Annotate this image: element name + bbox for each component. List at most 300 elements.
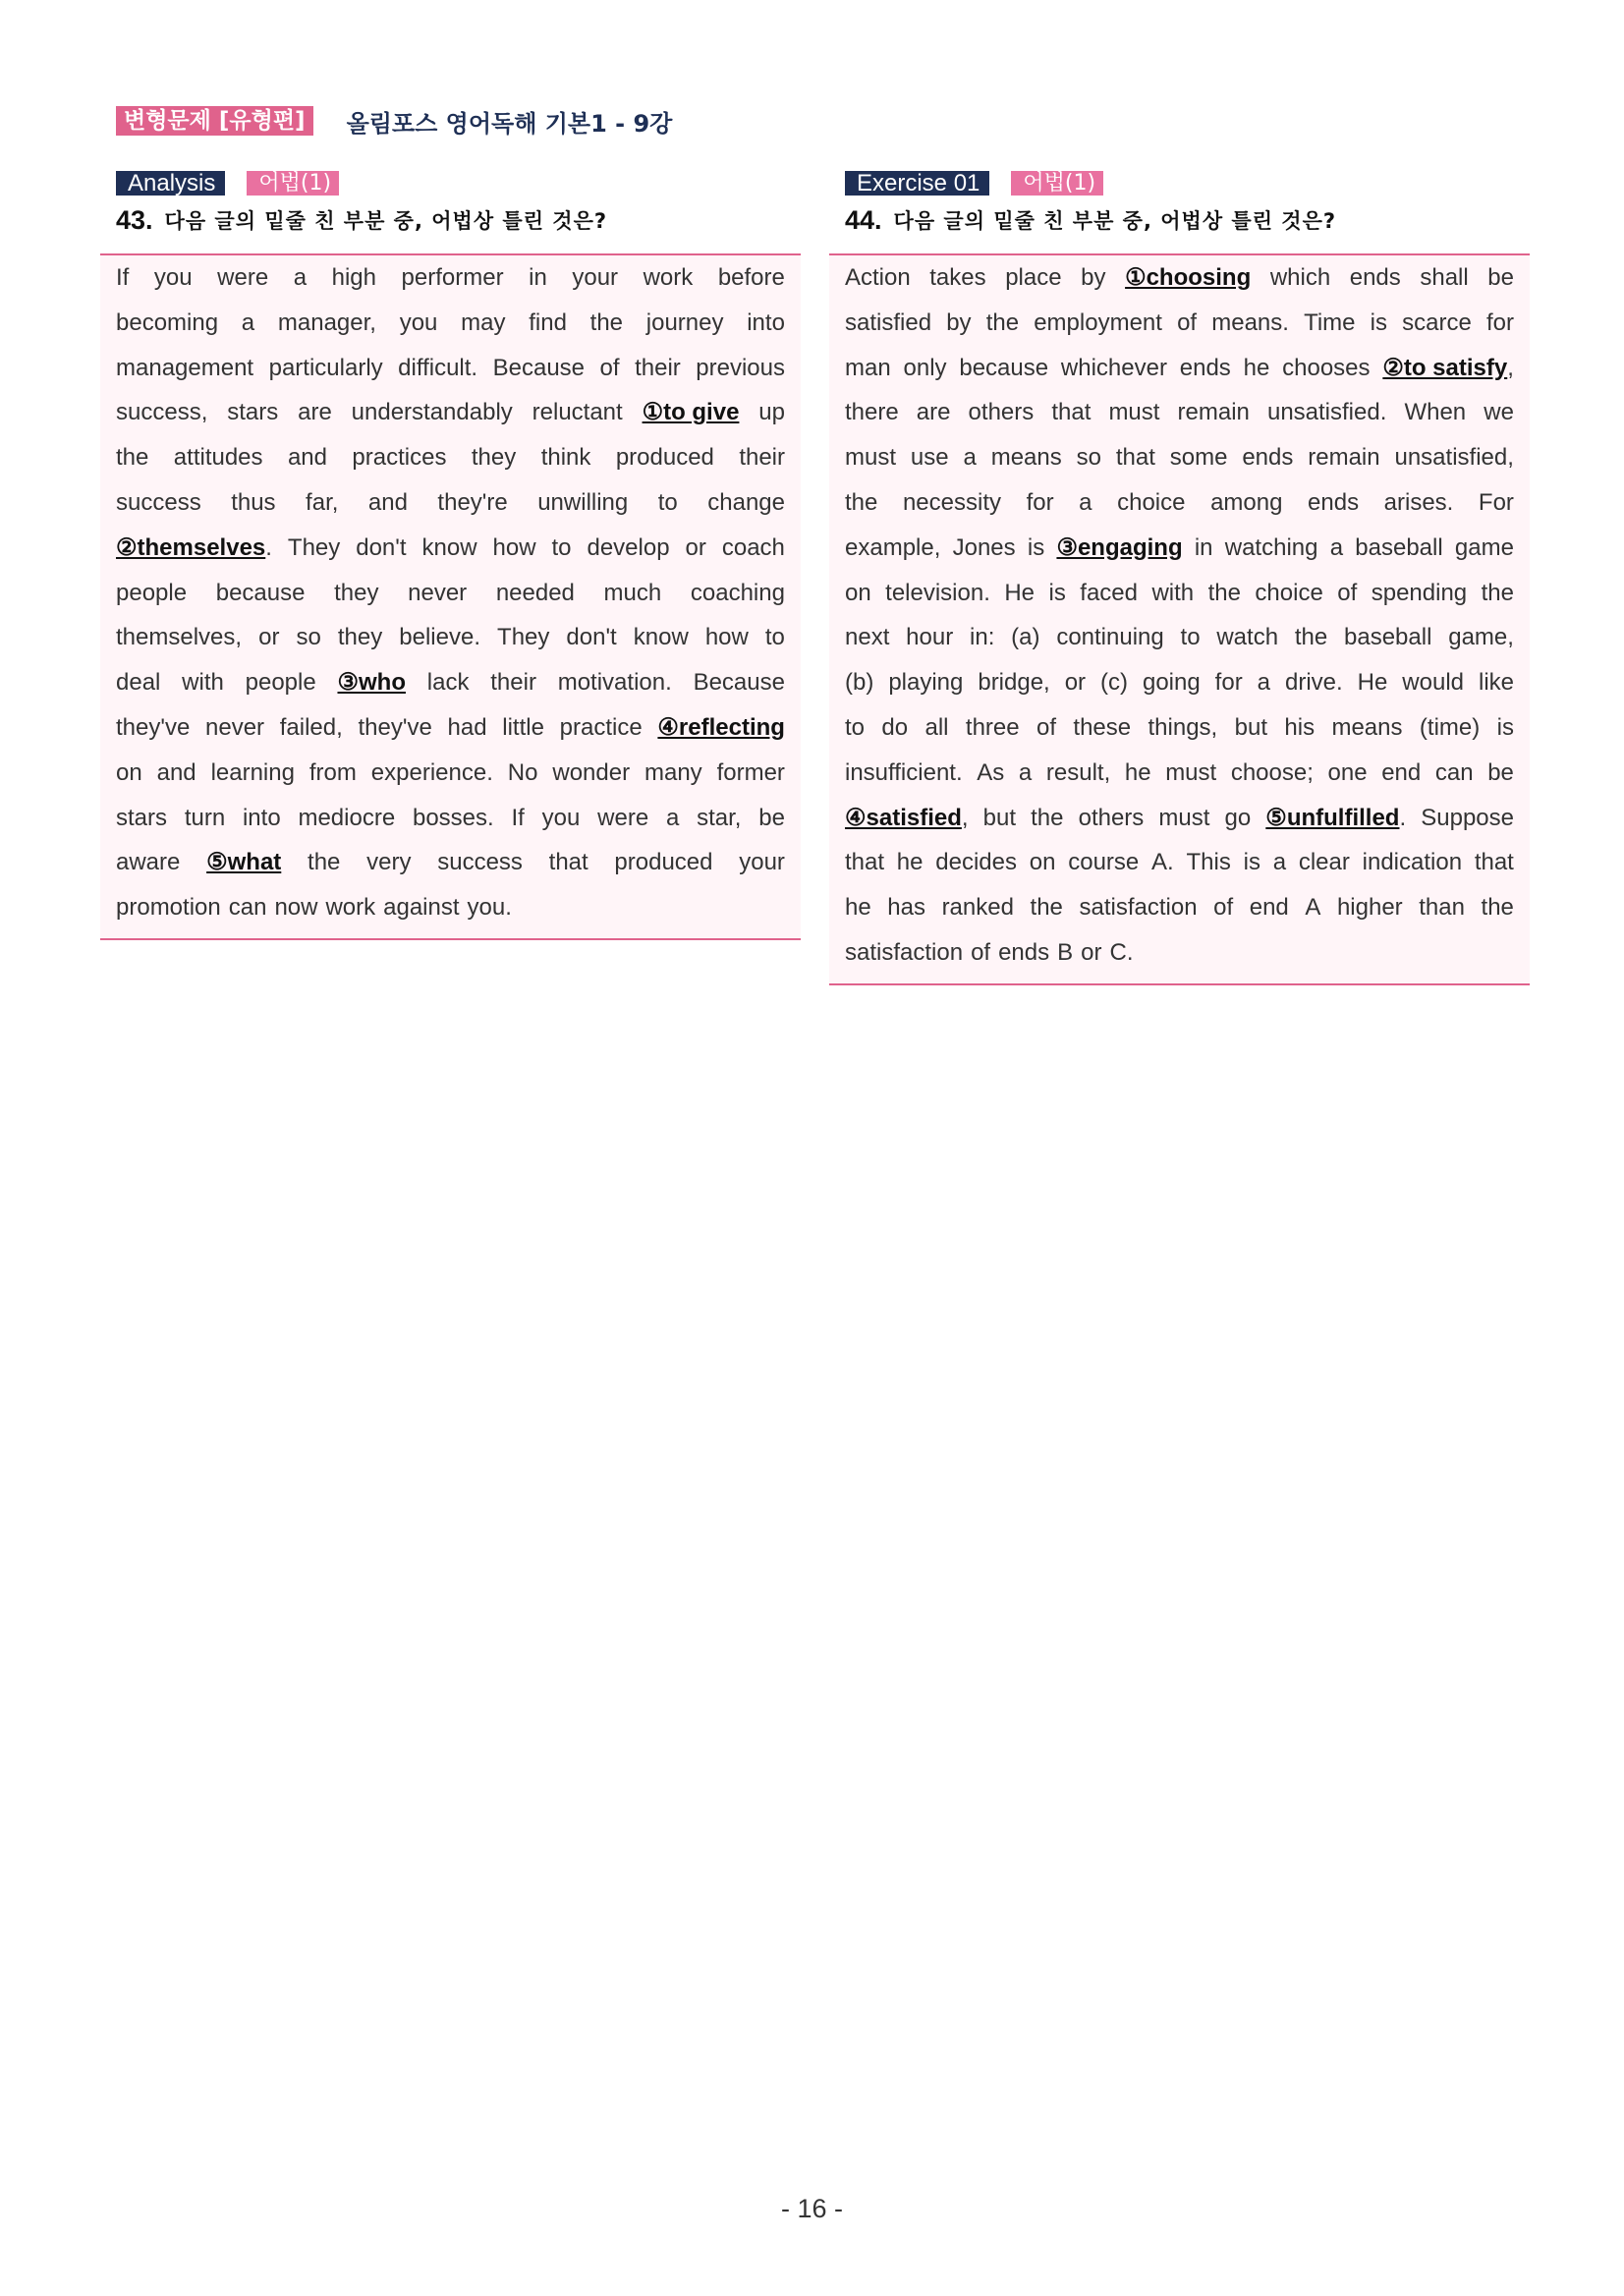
- left-tags: [116, 170, 801, 196]
- word: is: [1243, 849, 1260, 876]
- word: be: [1487, 264, 1514, 291]
- header-tag: 변형문제 [유형편]: [116, 106, 313, 136]
- word: manager,: [277, 308, 376, 336]
- word: star,: [697, 804, 742, 831]
- word: things,: [1148, 713, 1218, 741]
- word: they: [471, 444, 517, 472]
- word: going: [1142, 669, 1201, 697]
- word: place: [1005, 264, 1062, 291]
- word: by: [1081, 264, 1106, 291]
- word: some: [1169, 444, 1228, 472]
- word: go: [1224, 804, 1252, 831]
- word: end: [1381, 758, 1422, 786]
- word: decides: [935, 849, 1017, 876]
- word: faced: [1080, 579, 1138, 606]
- word: game: [1454, 533, 1514, 561]
- word: work: [643, 264, 694, 291]
- word: experience.: [370, 758, 493, 786]
- word: there: [845, 399, 899, 426]
- word: (c): [1100, 669, 1128, 697]
- word: produced: [614, 849, 713, 876]
- word: is: [1370, 308, 1388, 336]
- word: previous: [696, 354, 785, 381]
- word: ranked: [941, 894, 1014, 922]
- underlined-option: ②themselves.: [116, 533, 272, 561]
- word: When: [1404, 399, 1467, 426]
- word: now: [274, 894, 318, 922]
- word: others: [1078, 804, 1145, 831]
- word: attitudes: [173, 444, 263, 472]
- word: one: [1327, 758, 1368, 786]
- word: next: [845, 624, 890, 651]
- word: baseball: [1344, 624, 1432, 651]
- word: continuing: [1056, 624, 1164, 651]
- right-question: [845, 203, 1530, 237]
- word: (time): [1419, 713, 1481, 741]
- passage-line: [116, 571, 785, 616]
- word: (a): [1011, 624, 1040, 651]
- right-tags: [845, 170, 1530, 196]
- word: against: [383, 894, 460, 922]
- word: so: [1076, 444, 1101, 472]
- word: must: [845, 444, 897, 472]
- left-column: [100, 170, 801, 940]
- word: remain: [1177, 399, 1250, 426]
- word: takes: [929, 264, 986, 291]
- word: work: [325, 894, 376, 922]
- passage-line: [116, 660, 785, 705]
- word: the: [1030, 894, 1063, 922]
- word: satisfied: [845, 308, 932, 336]
- word: difficult.: [398, 354, 478, 381]
- word: scarce: [1402, 308, 1472, 336]
- word: Because: [693, 669, 785, 697]
- word: wonder: [552, 758, 631, 786]
- word: understandably: [351, 399, 513, 426]
- word: would: [1402, 669, 1465, 697]
- word: a: [241, 308, 255, 336]
- word: of: [1337, 579, 1358, 606]
- word: the: [1031, 804, 1064, 831]
- underlined-option: ②to satisfy,: [1382, 354, 1514, 381]
- word: ends: [1242, 444, 1294, 472]
- passage-line: [845, 301, 1514, 346]
- word: to: [551, 533, 572, 561]
- word: we: [1484, 399, 1514, 426]
- word: you: [399, 308, 438, 336]
- word: stars: [116, 804, 168, 831]
- word: may: [461, 308, 506, 336]
- word: among: [1210, 488, 1283, 516]
- word: means: [1331, 713, 1403, 741]
- word: are: [916, 399, 951, 426]
- word: that: [548, 849, 588, 876]
- word: television.: [885, 579, 990, 606]
- word: aware: [116, 849, 181, 876]
- word: means.: [1211, 308, 1289, 336]
- word: a: [1329, 533, 1344, 561]
- word: necessity: [902, 488, 1001, 516]
- word: can: [1434, 758, 1474, 786]
- word: for: [1485, 308, 1514, 336]
- passage-line: [845, 796, 1514, 841]
- word: a: [1257, 669, 1271, 697]
- word: the: [845, 488, 878, 516]
- word: a: [1079, 488, 1092, 516]
- word: must: [1108, 399, 1160, 426]
- word: learning: [210, 758, 295, 786]
- word: were: [597, 804, 649, 831]
- word: or: [258, 624, 280, 651]
- word: If: [116, 264, 130, 291]
- word: to: [1180, 624, 1201, 651]
- word: Time: [1304, 308, 1356, 336]
- word: he: [845, 894, 871, 922]
- word: the: [985, 308, 1020, 336]
- word: success,: [116, 399, 208, 426]
- word: of: [1213, 894, 1234, 922]
- word: reluctant: [532, 399, 623, 426]
- word: with: [182, 669, 224, 697]
- word: how: [704, 624, 749, 651]
- passage-line: [845, 751, 1514, 796]
- word: ends: [1179, 354, 1231, 381]
- word: choose;: [1230, 758, 1314, 786]
- page-header: [116, 104, 672, 138]
- right-passage: [829, 253, 1530, 985]
- word: success: [116, 488, 201, 516]
- word: Action: [845, 264, 911, 291]
- passage-line: [116, 526, 785, 571]
- word: you: [541, 804, 581, 831]
- word: remain: [1308, 444, 1380, 472]
- word: be: [1487, 758, 1514, 786]
- word: hour: [906, 624, 954, 651]
- word: never: [205, 713, 265, 741]
- word: but: [1234, 713, 1267, 741]
- word: clear: [1298, 849, 1350, 876]
- word: far,: [306, 488, 339, 516]
- word: these: [1073, 713, 1132, 741]
- word: be: [758, 804, 785, 831]
- word: and: [156, 758, 196, 786]
- right-category: 어법(1): [1011, 171, 1103, 196]
- word: they're: [437, 488, 508, 516]
- underlined-option: ④satisfied,: [845, 804, 969, 831]
- word: they've: [358, 713, 432, 741]
- word: coaching: [690, 579, 785, 606]
- word: unwilling: [537, 488, 629, 516]
- passage-line: [845, 660, 1514, 705]
- word: think: [540, 444, 591, 472]
- word: a: [963, 444, 977, 472]
- word: that: [845, 849, 885, 876]
- word: because: [215, 579, 306, 606]
- word: For: [1478, 488, 1514, 516]
- word: his: [1284, 713, 1316, 741]
- passage-line: [845, 346, 1514, 391]
- word: don't: [566, 624, 617, 651]
- left-passage: [100, 253, 801, 940]
- word: B: [1057, 938, 1074, 966]
- word: to: [764, 624, 785, 651]
- word: change: [707, 488, 785, 516]
- word: has: [887, 894, 925, 922]
- word: particularly: [268, 354, 383, 381]
- passage-line: [116, 615, 785, 660]
- word: and: [287, 444, 327, 472]
- word: He: [1357, 669, 1388, 697]
- word: in: [529, 264, 547, 291]
- passage-line: [845, 930, 1514, 976]
- underlined-option: ⑤what: [206, 849, 282, 876]
- word: which: [1269, 264, 1331, 291]
- word: high: [331, 264, 376, 291]
- word: are: [298, 399, 332, 426]
- word: ends: [1349, 264, 1401, 291]
- right-label: Exercise 01: [845, 171, 989, 196]
- right-question-text: 다음 글의 밑줄 친 부분 중, 어법상 틀린 것은?: [893, 209, 1337, 233]
- word: or: [685, 533, 706, 561]
- word: they: [337, 624, 383, 651]
- word: to: [657, 488, 678, 516]
- word: insufficient.: [845, 758, 963, 786]
- word: up: [758, 399, 785, 426]
- word: find: [529, 308, 567, 336]
- left-question-number: 43.: [116, 204, 153, 235]
- passage-line: [845, 255, 1514, 301]
- word: bosses.: [412, 804, 494, 831]
- word: and: [367, 488, 408, 516]
- word: all: [924, 713, 949, 741]
- word: is: [1496, 713, 1514, 741]
- passage-line: [845, 435, 1514, 480]
- word: the: [1481, 894, 1514, 922]
- word: he: [896, 849, 924, 876]
- word: choice: [1117, 488, 1186, 516]
- word: you: [153, 264, 193, 291]
- word: satisfaction: [845, 938, 964, 966]
- word: on: [845, 579, 871, 606]
- word: watching: [1224, 533, 1318, 561]
- page-number: - 16 -: [780, 2194, 844, 2223]
- word: do: [881, 713, 909, 741]
- word: ends: [1308, 488, 1360, 516]
- word: watch: [1216, 624, 1279, 651]
- word: a: [1272, 849, 1287, 876]
- word: you.: [467, 894, 512, 922]
- word: Because: [492, 354, 586, 381]
- passage-line: [845, 526, 1514, 571]
- word: spending: [1371, 579, 1468, 606]
- word: choice: [1255, 579, 1323, 606]
- word: the: [116, 444, 149, 472]
- word: themselves,: [116, 624, 243, 651]
- word: A: [1305, 894, 1321, 922]
- word: many: [644, 758, 702, 786]
- word: than: [1419, 894, 1465, 922]
- underlined-option: ①to give: [642, 399, 740, 426]
- left-question: [116, 203, 801, 237]
- word: with: [1151, 579, 1195, 606]
- word: the: [308, 849, 341, 876]
- passage-line: [845, 390, 1514, 435]
- underlined-option: ③engaging: [1056, 533, 1183, 561]
- word: to: [845, 713, 866, 741]
- word: This: [1186, 849, 1231, 876]
- word: their: [739, 444, 785, 472]
- word: don't: [356, 533, 407, 561]
- passage-line: [845, 840, 1514, 885]
- word: in:: [970, 624, 995, 651]
- word: of: [971, 938, 991, 966]
- word: develop: [587, 533, 670, 561]
- word: Jones: [952, 533, 1016, 561]
- word: bridge,: [978, 669, 1050, 697]
- word: they've: [116, 713, 191, 741]
- word: or: [1081, 938, 1102, 966]
- word: is: [1027, 533, 1045, 561]
- passage-line: [116, 840, 785, 885]
- word: promotion: [116, 894, 221, 922]
- passage-line: [116, 751, 785, 796]
- passage-line: [116, 885, 785, 930]
- passage-line: [116, 390, 785, 435]
- word: never: [408, 579, 468, 606]
- word: satisfaction: [1079, 894, 1198, 922]
- word: of: [1036, 713, 1057, 741]
- word: unsatisfied.: [1266, 399, 1387, 426]
- word: the: [1294, 624, 1328, 651]
- word: others: [968, 399, 1035, 426]
- passage-line: [845, 615, 1514, 660]
- word: must: [1165, 758, 1217, 786]
- word: their: [635, 354, 681, 381]
- passage-line: [845, 885, 1514, 930]
- word: game,: [1448, 624, 1514, 651]
- word: course: [1068, 849, 1140, 876]
- word: employment: [1034, 308, 1162, 336]
- word: stars: [227, 399, 279, 426]
- passage-line: [116, 255, 785, 301]
- word: much: [603, 579, 662, 606]
- word: becoming: [116, 308, 219, 336]
- word: that: [1051, 399, 1092, 426]
- word: for: [1214, 669, 1243, 697]
- word: ends: [998, 938, 1050, 966]
- passage-line: [845, 705, 1514, 751]
- word: the: [1481, 579, 1514, 606]
- word: playing: [888, 669, 964, 697]
- word: former: [716, 758, 785, 786]
- word: failed,: [279, 713, 343, 741]
- word: (b): [845, 669, 874, 697]
- left-label: Analysis: [116, 171, 225, 196]
- word: practice: [559, 713, 643, 741]
- word: produced: [615, 444, 714, 472]
- left-category: 어법(1): [247, 171, 339, 196]
- passage-line: [845, 571, 1514, 616]
- word: end: [1249, 894, 1289, 922]
- word: example,: [845, 533, 941, 561]
- passage-line: [845, 480, 1514, 526]
- word: turn: [184, 804, 226, 831]
- word: so: [296, 624, 321, 651]
- word: their: [490, 669, 536, 697]
- word: three: [965, 713, 1020, 741]
- word: your: [572, 264, 619, 291]
- right-column: [829, 170, 1530, 985]
- word: because: [959, 354, 1049, 381]
- word: needed: [495, 579, 575, 606]
- word: little: [502, 713, 544, 741]
- word: success: [437, 849, 523, 876]
- word: use: [910, 444, 949, 472]
- word: If: [511, 804, 525, 831]
- word: coach: [721, 533, 785, 561]
- underlined-option: ①choosing: [1125, 264, 1252, 291]
- word: Suppose: [1421, 804, 1514, 831]
- passage-line: [116, 705, 785, 751]
- word: whichever: [1060, 354, 1167, 381]
- word: on: [1029, 849, 1056, 876]
- word: a: [1018, 758, 1033, 786]
- word: thus: [231, 488, 276, 516]
- word: a: [293, 264, 308, 291]
- word: very: [366, 849, 412, 876]
- word: No: [507, 758, 538, 786]
- word: your: [739, 849, 785, 876]
- word: arises.: [1383, 488, 1454, 516]
- word: on: [116, 758, 142, 786]
- word: of: [599, 354, 620, 381]
- word: drive.: [1284, 669, 1343, 697]
- word: man: [845, 354, 891, 381]
- word: shall: [1420, 264, 1469, 291]
- word: like: [1478, 669, 1514, 697]
- word: chooses: [1282, 354, 1371, 381]
- word: baseball: [1355, 533, 1443, 561]
- word: the: [589, 308, 624, 336]
- word: can: [228, 894, 267, 922]
- word: They: [497, 624, 550, 651]
- word: higher: [1336, 894, 1403, 922]
- word: practices: [352, 444, 447, 472]
- word: motivation.: [557, 669, 672, 697]
- right-question-number: 44.: [845, 204, 882, 235]
- passage-line: [116, 796, 785, 841]
- word: but: [982, 804, 1017, 831]
- passage-line: [116, 301, 785, 346]
- word: They: [287, 533, 341, 561]
- word: for: [1026, 488, 1054, 516]
- word: deal: [116, 669, 161, 697]
- word: before: [717, 264, 785, 291]
- word: unsatisfied,: [1394, 444, 1514, 472]
- word: the: [1207, 579, 1241, 606]
- word: must: [1158, 804, 1210, 831]
- word: performer: [401, 264, 504, 291]
- word: were: [217, 264, 269, 291]
- word: he: [1243, 354, 1270, 381]
- word: by: [946, 308, 972, 336]
- passage-line: [116, 435, 785, 480]
- passage-line: [116, 346, 785, 391]
- underlined-option: ③who: [337, 669, 406, 697]
- word: indication: [1362, 849, 1463, 876]
- word: know: [633, 624, 689, 651]
- word: a: [665, 804, 680, 831]
